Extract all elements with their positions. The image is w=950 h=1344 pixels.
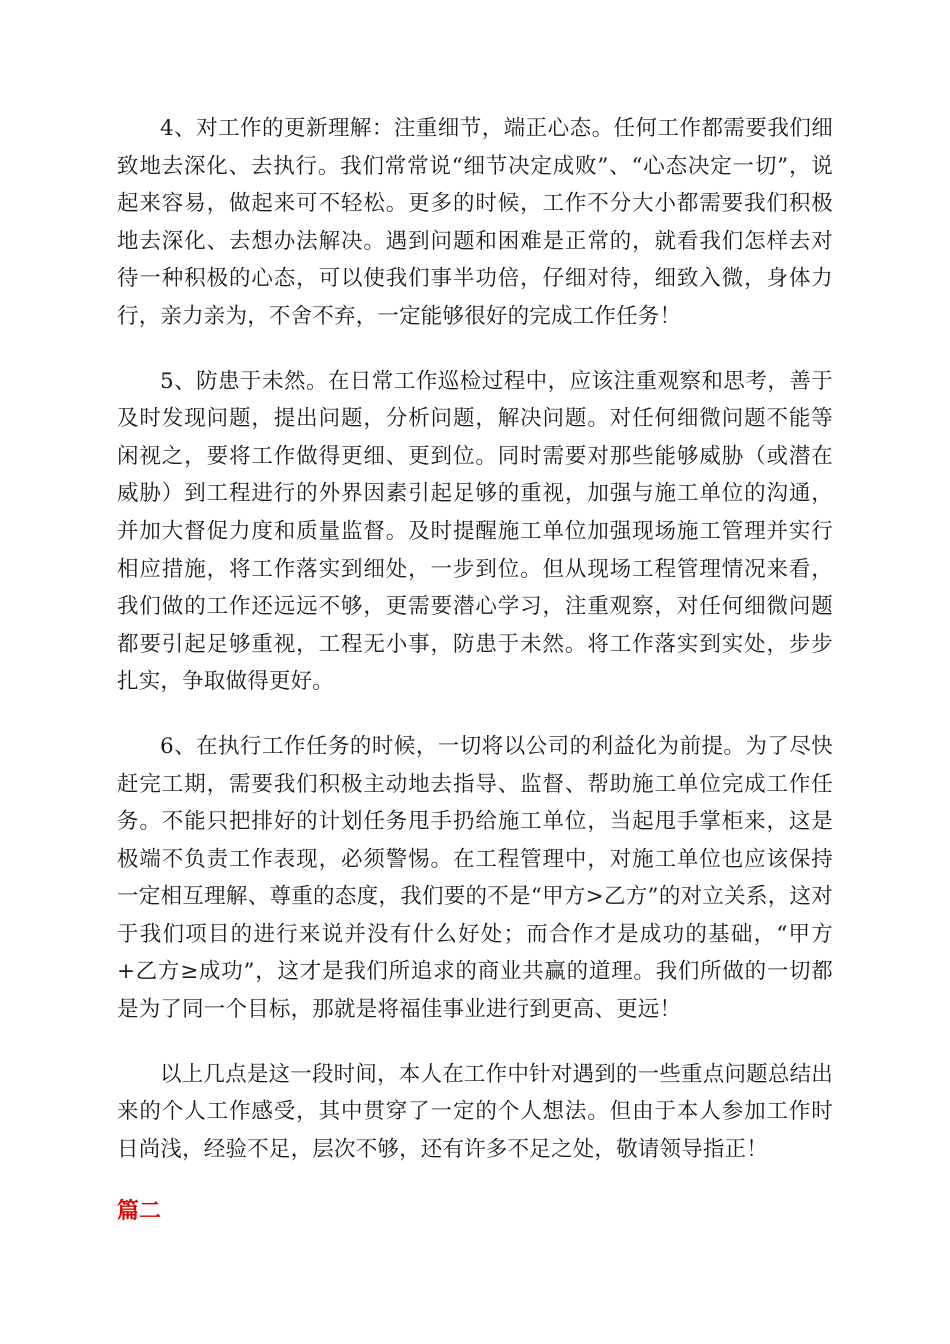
paragraph-conclusion: 以上几点是这一段时间，本人在工作中针对遇到的一些重点问题总结出来的个人工作感受，其中贯穿了一定的个人想法。但由于本人参加工作时日尚浅，经验不足，层次不够，还有许多不足之处，敬请领导指正！ [117,1061,833,1162]
paragraph-item-6: 6、在执行工作任务的时候，一切将以公司的利益化为前提。为了尽快赶完工期，需要我们积极主动地去指导、监督、帮助施工单位完成工作任务。不能只把排好的计划任务甩手扔给施工单位，当起甩手掌柜来，这是极端不负责工作表现，必须警惕。在工程管理中，对施工单位也应该保持一定相互理解、尊重的态度，我们要的不是“甲方>乙方”的对立关系，这对于我们项目的进行来说并没有什么好处；而合作才是成功的基础，“甲方+乙方≥成功”，这才是我们所追求的商业共赢的道理。我们所做的一切都是为了同一个目标，那就是将福佳事业进行到更高、更远！ [117,733,833,1023]
section-heading: 篇二 [117,1199,162,1225]
paragraph-item-4: 4、对工作的更新理解：注重细节，端正心态。任何工作都需要我们细致地去深化、去执行。我们常常说“细节决定成败”、“心态决定一切”，说起来容易，做起来可不轻松。更多的时候，工作不分大小都需要我们积极地去深化、去想办法解决。遇到问题和困难是正常的，就看我们怎样去对待一种积极的心态，可以使我们事半功倍，仔细对待，细致入微，身体力行，亲力亲为，不舍不弃，一定能够很好的完成工作任务！ [117,116,833,329]
paragraph-item-5: 5、防患于未然。在日常工作巡检过程中，应该注重观察和思考，善于及时发现问题，提出问题，分析问题，解决问题。对任何细微问题不能等闲视之，要将工作做得更细、更到位。同时需要对那些能够威胁（或潜在威胁）到工程进行的外界因素引起足够的重视，加强与施工单位的沟通，并加大督促力度和质量监督。及时提醒施工单位加强现场施工管理并实行相应措施，将工作落实到细处，一步到位。但从现场工程管理情况来看，我们做的工作还远远不够，更需要潜心学习，注重观察，对任何细微问题都要引起足够重视，工程无小事，防患于未然。将工作落实到实处，步步扎实，争取做得更好。 [117,368,833,695]
document-page [117,110,833,1229]
